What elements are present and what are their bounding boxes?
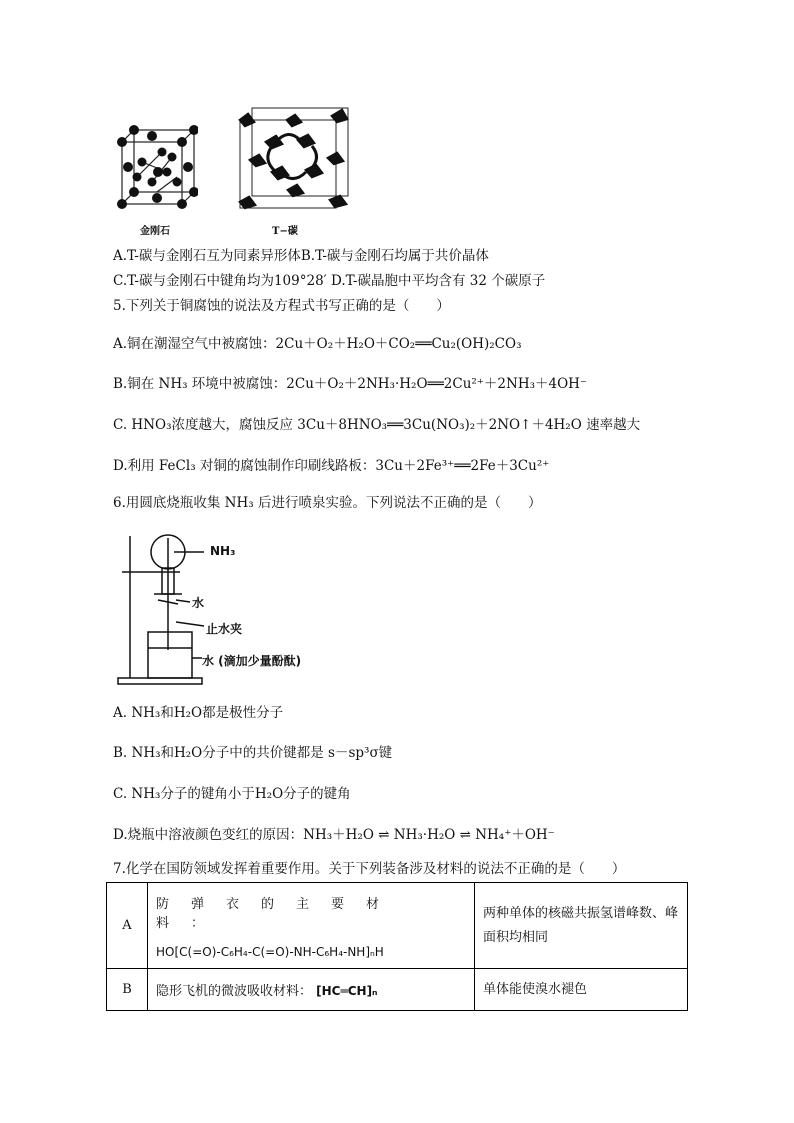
q5-option-b: B.铜在 NH₃ 环境中被腐蚀：2Cu＋O₂＋2NH₃·H₂O══2Cu²⁺＋2NH₃＋4OH⁻: [113, 376, 588, 392]
q5-stem: 5.下列关于铜腐蚀的说法及方程式书写正确的是（ ）: [113, 298, 450, 314]
polymer-formula: [HC═CH]ₙ: [316, 984, 378, 998]
water-label: 水: [192, 596, 205, 610]
beaker-label: 水 (滴加少量酚酞): [202, 654, 302, 668]
diamond-cell-figure: [112, 122, 198, 214]
q5-option-d: D.利用 FeCl₃ 对铜的腐蚀制作印刷线路板：3Cu＋2Fe³⁺══2Fe＋3Cu²⁺: [113, 458, 550, 474]
q4-option-row1: A.T-碳与金刚石互为同素异形体B.T-碳与金刚石均属于共价晶体: [113, 248, 489, 264]
q5-option-c: C. HNO₃浓度越大，腐蚀反应 3Cu＋8HNO₃══3Cu(NO₃)₂＋2NO↑＋4H₂O 速率越大: [113, 417, 641, 433]
q7-stem: 7.化学在国防领域发挥着重要作用。关于下列装备涉及材料的说法不正确的是（ ）: [113, 861, 626, 877]
diamond-caption: 金刚石: [140, 226, 170, 237]
q6-option-a: A. NH₃和H₂O都是极性分子: [113, 705, 284, 721]
material-text: 隐形飞机的微波吸收材料：: [156, 984, 313, 999]
table-row: [107, 883, 688, 969]
material-text: 防弹衣的主要材料：: [156, 896, 402, 931]
t-carbon-cell-figure: [232, 102, 354, 214]
polymer-formula: HO[C(=O)-C₆H₄-C(=O)-NH-C₆H₄-NH]ₙH: [156, 944, 384, 959]
row-label: A: [107, 883, 148, 969]
q6-option-b: B. NH₃和H₂O分子中的共价键都是 s－sp³σ键: [113, 745, 393, 761]
q6-stem: 6.用圆底烧瓶收集 NH₃ 后进行喷泉实验。下列说法不正确的是（ ）: [113, 495, 542, 511]
table-row: [107, 969, 688, 1011]
q4-option-row2: C.T-碳与金刚石中键角均为109°28′ D.T-碳晶胞中平均含有 32 个碳原子: [113, 273, 546, 289]
q6-option-d: D.烧瓶中溶液颜色变红的原因：NH₃＋H₂O ⇌ NH₃·H₂O ⇌ NH₄⁺＋OH⁻: [113, 827, 555, 843]
row-label: B: [107, 969, 148, 1011]
q6-option-c: C. NH₃分子的键角小于H₂O分子的键角: [113, 786, 351, 802]
statement-text: 两种单体的核磁共振氢谱峰数、峰面积均相同: [475, 883, 688, 969]
clamp-label: 止水夹: [206, 622, 243, 636]
statement-text: 单体能使溴水褪色: [475, 969, 688, 1011]
q5-option-a: A.铜在潮湿空气中被腐蚀：2Cu＋O₂＋H₂O＋CO₂══Cu₂(OH)₂CO₃: [113, 336, 522, 352]
q7-table: [106, 882, 688, 1011]
t-carbon-caption: T−碳: [272, 226, 298, 237]
nh3-label: NH₃: [210, 544, 236, 558]
